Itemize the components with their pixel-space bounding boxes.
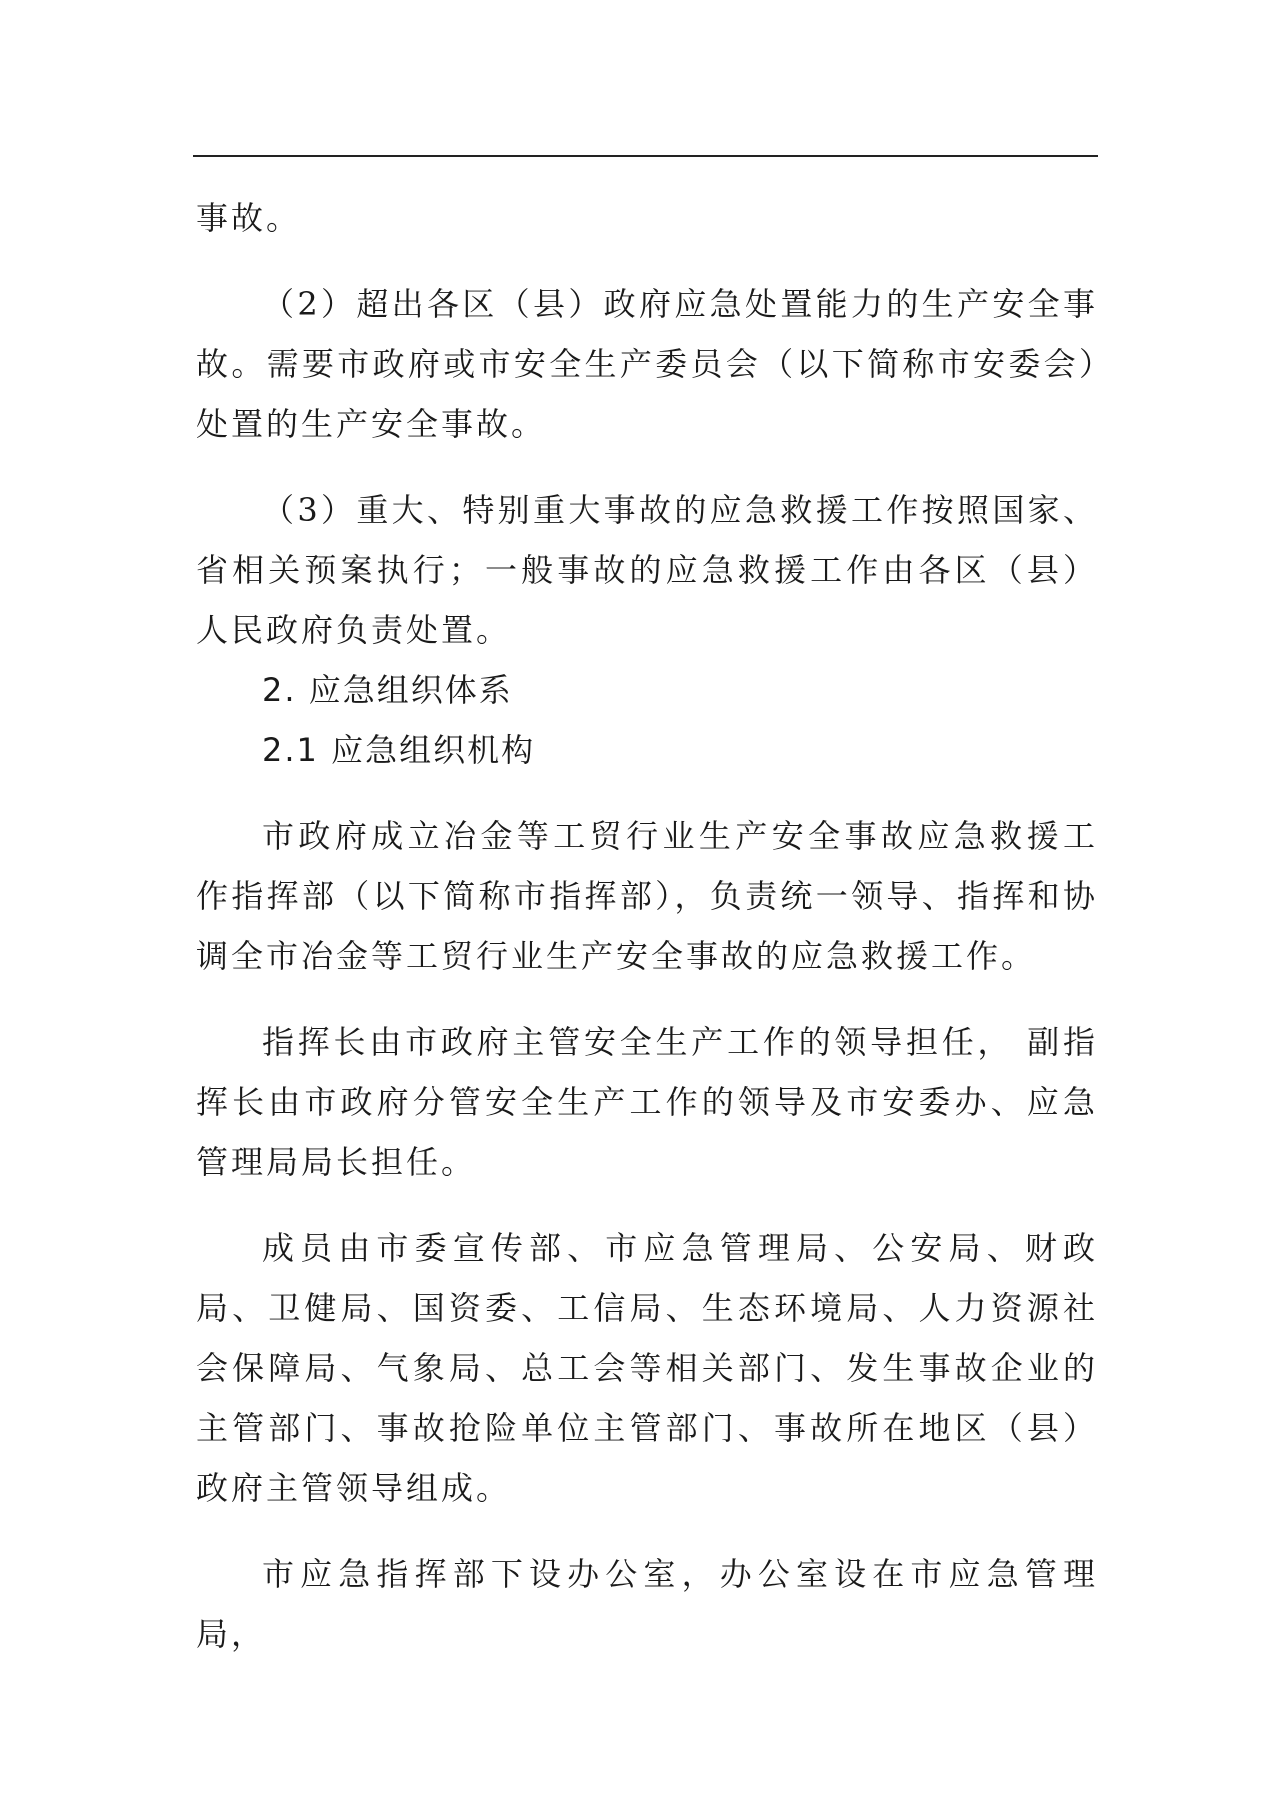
paragraph-commander: 指挥长由市政府主管安全生产工作的领导担任， 副指挥长由市政府分管安全生产工作的领导及市安委办、应急管理局局长担任。 <box>196 1023 1098 1181</box>
document-body <box>196 188 1098 1664</box>
item-3: （3）重大、特别重大事故的应急救援工作按照国家、省相关预案执行；一般事故的应急救援工作由各区（县）人民政府负责处置。 <box>196 491 1098 649</box>
paragraph-office: 市应急指挥部下设办公室，办公室设在市应急管理局， <box>196 1555 1098 1653</box>
header-rule <box>193 155 1098 157</box>
paragraph-members: 成员由市委宣传部、市应急管理局、公安局、财政局、卫健局、国资委、工信局、生态环境局、人力资源社会保障局、气象局、总工会等相关部门、发生事故企业的主管部门、事故抢险单位主管部门、事故所在地区（县）政府主管领导组成。 <box>196 1229 1098 1507</box>
subsection-heading: 2.1 应急组织机构 <box>262 731 536 769</box>
item-2: （2）超出各区（县）政府应急处置能力的生产安全事故。需要市政府或市安全生产委员会（以下简称市安委会）处置的生产安全事故。 <box>196 285 1098 443</box>
section-heading: 2. 应急组织体系 <box>262 671 513 709</box>
continuation-text: 事故。 <box>196 199 302 237</box>
paragraph-command-center: 市政府成立冶金等工贸行业生产安全事故应急救援工作指挥部（以下简称市指挥部），负责统一领导、指挥和协调全市冶金等工贸行业生产安全事故的应急救援工作。 <box>196 817 1098 975</box>
